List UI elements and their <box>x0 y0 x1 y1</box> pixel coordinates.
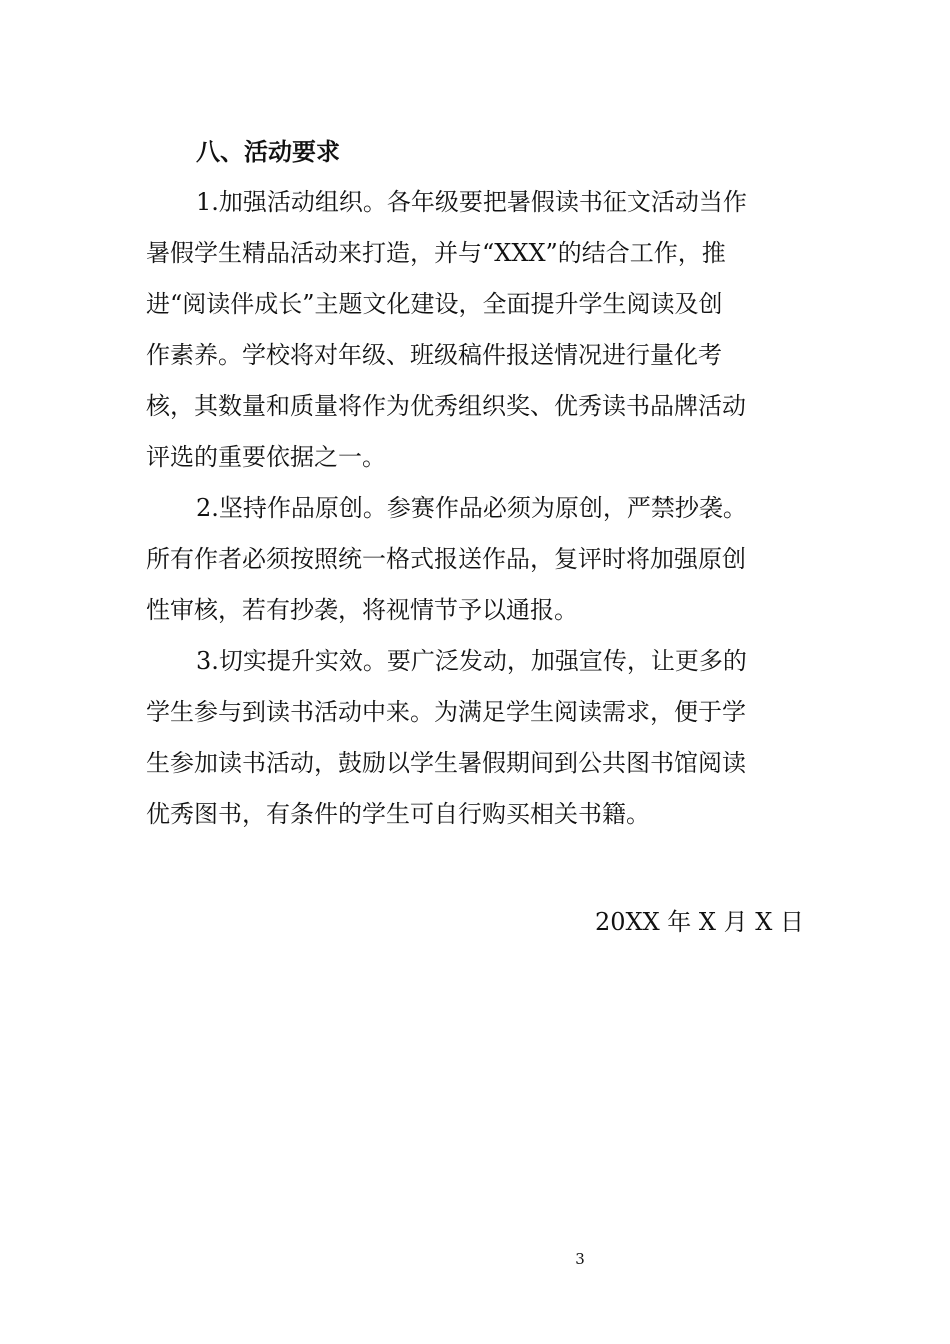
paragraph-1-line-2: 暑假学生精品活动来打造，并与“XXX”的结合工作，推 <box>146 239 726 267</box>
paragraph-1-line-4: 作素养。学校将对年级、班级稿件报送情况进行量化考 <box>146 341 722 369</box>
paragraph-1-line-1: 1.加强活动组织。各年级要把暑假读书征文活动当作 <box>196 188 747 216</box>
paragraph-3-line-4: 优秀图书，有条件的学生可自行购买相关书籍。 <box>146 800 650 828</box>
page-number: 3 <box>575 1250 585 1268</box>
paragraph-2-line-1: 2.坚持作品原创。参赛作品必须为原创，严禁抄袭。 <box>196 494 747 522</box>
paragraph-2-line-2: 所有作者必须按照统一格式报送作品，复评时将加强原创 <box>146 545 746 573</box>
paragraph-1-line-6: 评选的重要依据之一。 <box>146 443 386 471</box>
paragraph-2-line-3: 性审核，若有抄袭，将视情节予以通报。 <box>146 596 578 624</box>
paragraph-3-line-3: 生参加读书活动，鼓励以学生暑假期间到公共图书馆阅读 <box>146 749 746 777</box>
paragraph-3-line-1: 3.切实提升实效。要广泛发动，加强宣传，让更多的 <box>196 647 747 675</box>
document-date: 20XX 年 X 月 X 日 <box>594 908 804 936</box>
section-heading: 八、活动要求 <box>196 138 340 166</box>
paragraph-3-line-2: 学生参与到读书活动中来。为满足学生阅读需求，便于学 <box>146 698 746 726</box>
paragraph-1-line-5: 核，其数量和质量将作为优秀组织奖、优秀读书品牌活动 <box>146 392 746 420</box>
paragraph-1-line-3: 进“阅读伴成长”主题文化建设，全面提升学生阅读及创 <box>146 290 723 318</box>
